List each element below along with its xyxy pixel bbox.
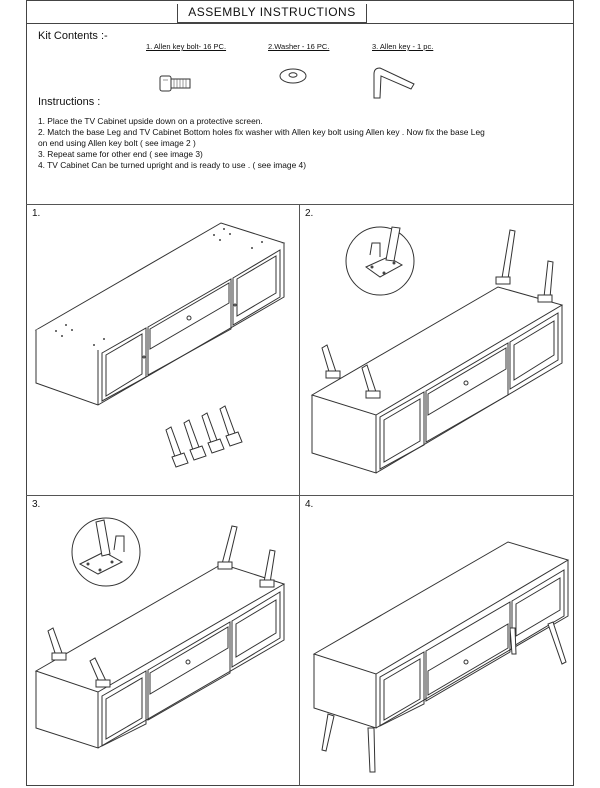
detail-zoom	[346, 227, 414, 295]
bolt-icon	[158, 72, 194, 96]
kit-item-washer-label: 2.Washer - 16 PC.	[268, 42, 330, 51]
kit-item-bolt-label: 1. Allen key bolt- 16 PC.	[146, 42, 227, 51]
panel-2-illustration	[300, 205, 574, 495]
allen-key-icon	[370, 62, 420, 102]
detail-zoom	[72, 518, 140, 586]
instruction-step: on end using Allen key bolt ( see image 2 )	[38, 138, 196, 148]
washer-icon	[278, 66, 308, 86]
page-title: ASSEMBLY INSTRUCTIONS	[177, 4, 367, 23]
kit-item-allen-key-label: 3. Allen key - 1 pc.	[372, 42, 434, 51]
cabinet-upside-down	[36, 223, 284, 405]
panel-4-illustration	[300, 496, 574, 786]
kit-contents-heading: Kit Contents :-	[38, 30, 108, 42]
instructions-heading: Instructions :	[38, 96, 101, 108]
cabinet-upside-down	[312, 287, 562, 473]
cabinet-upright	[314, 542, 568, 728]
panel-4-number: 4.	[305, 499, 314, 510]
panel-1-number: 1.	[32, 208, 41, 219]
title-bar	[26, 0, 574, 24]
cabinet-upside-down	[36, 564, 284, 748]
instruction-step: 4. TV Cabinet Can be turned upright and is ready to use . ( see image 4)	[38, 160, 306, 170]
panel-3-number: 3.	[32, 499, 41, 510]
instructions-list	[38, 116, 548, 171]
instruction-step: 1. Place the TV Cabinet upside down on a protective screen.	[38, 116, 263, 126]
instruction-step: 3. Repeat same for other end ( see image 3)	[38, 149, 203, 159]
loose-legs	[166, 406, 242, 467]
panel-3-illustration	[26, 496, 299, 786]
panel-1-illustration	[26, 205, 299, 495]
instruction-step: 2. Match the base Leg and TV Cabinet Bottom holes fix washer with Allen key bolt using Allen key . Now fix the base Leg	[38, 127, 485, 137]
panel-2-number: 2.	[305, 208, 314, 219]
